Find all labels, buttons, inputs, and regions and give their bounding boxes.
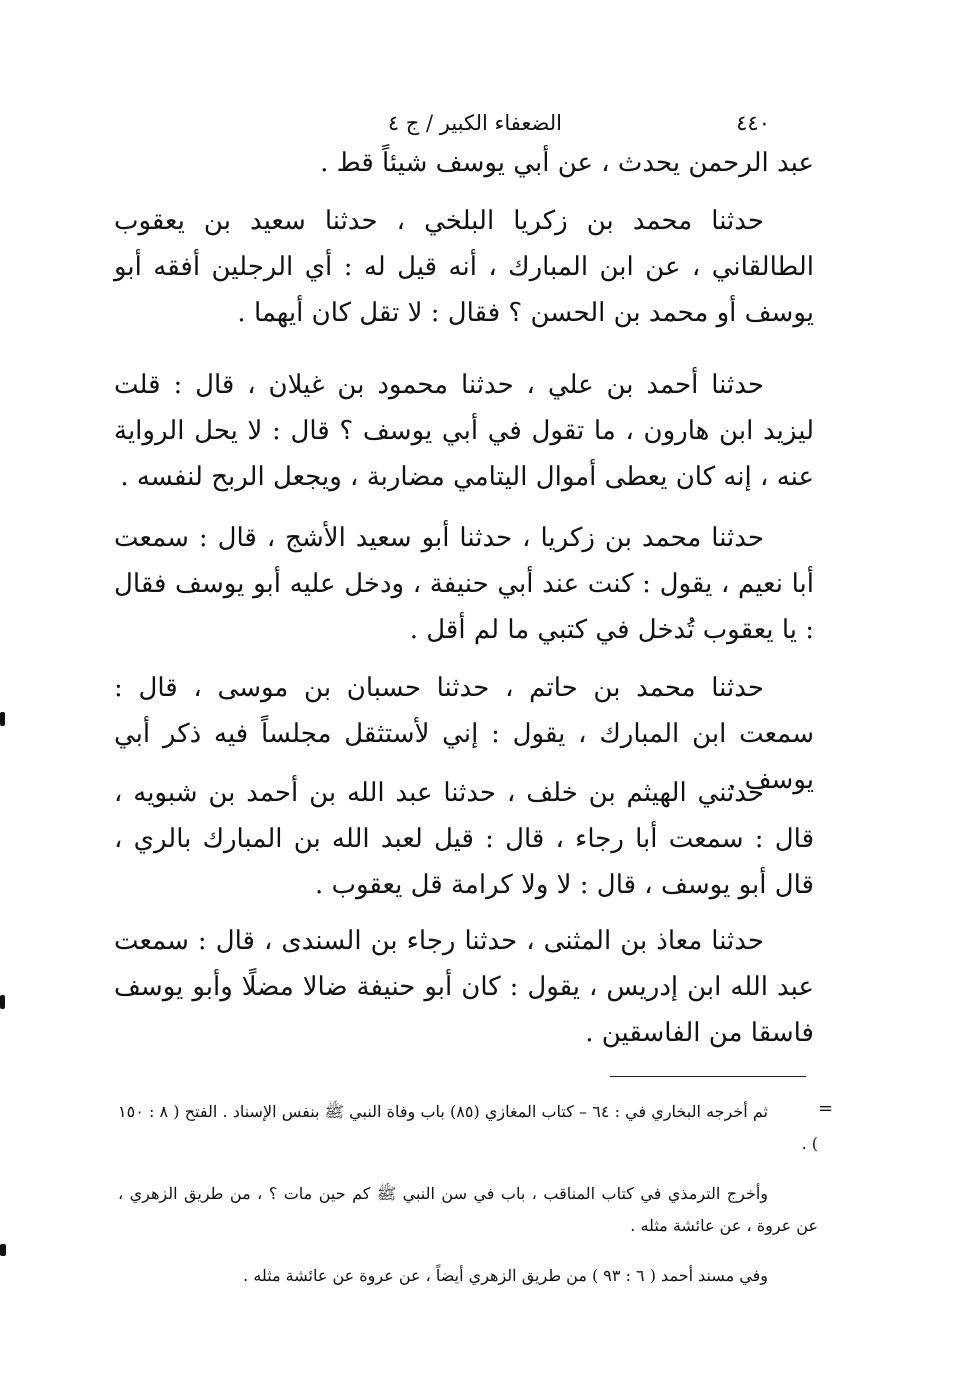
scan-edge-mark [0, 1244, 6, 1256]
running-header [380, 105, 770, 141]
paragraph [114, 362, 814, 500]
paragraph [114, 770, 814, 908]
paragraph-text: حدثنا محمد بن زكريا ، حدثنا أبو سعيد الأشج ، قال : سمعت أبا نعيم ، يقول : كنت عند أبي حنيفة ، ودخل عليه أبو يوسف فقال : يا يعقوب تُدخل في كتبي ما لم أقل . [114, 523, 814, 645]
page-number: ٤٤٠ [736, 111, 770, 135]
footnote-text: وفي مسند أحمد ( ٦ : ٩٣ ) من طريق الزهري أيضاً ، عن عروة عن عائشة مثله . [243, 1266, 768, 1285]
footnote-divider [610, 1076, 806, 1077]
paragraph-text: حدثنا محمد بن زكريا البلخي ، حدثنا سعيد بن يعقوب الطالقاني ، عن ابن المبارك ، أنه قيل له : أي الرجلين أفقه أبو يوسف أو محمد بن الحسن ؟ فقال : لا تقل كان أيهما . [114, 206, 814, 328]
paragraph [114, 515, 814, 653]
paragraph-text: حدثني الهيثم بن خلف ، حدثنا عبد الله بن أحمد بن شبويه ، قال : سمعت أبا رجاء ، قال : قيل لعبد الله بن المبارك بالري ، قال أبو يوسف ، قال : لا ولا كرامة قل يعقوب . [114, 778, 814, 900]
footnote-continuation-marker: = [818, 1098, 834, 1119]
paragraph-text: حدثنا أحمد بن علي ، حدثنا محمود بن غيلان ، قال : قلت ليزيد ابن هارون ، ما تقول في أبي يوسف ؟ قال : لا يحل الرواية عنه ، إنه كان يعطى أموال اليتامي مضاربة ، ويجعل الربح لنفسه . [114, 370, 814, 492]
running-title: الضعفاء الكبير / ج ٤ [387, 111, 562, 135]
footnote [118, 1260, 818, 1292]
footnote-text: ثم أخرجه البخاري في : ٦٤ – كتاب المغازي (٨٥) باب وفاة النبي ﷺ بنفس الإسناد . الفتح ( ٨ : ١٥٠ ) . [118, 1102, 818, 1153]
footnote [118, 1178, 818, 1242]
paragraph [114, 198, 814, 336]
paragraph-continuation [114, 140, 814, 186]
footnote [118, 1096, 818, 1160]
paragraph-text: عبد الرحمن يحدث ، عن أبي يوسف شيئاً قط . [320, 148, 814, 178]
paragraph [114, 918, 814, 1056]
paragraph-text: حدثنا محمد بن حاتم ، حدثنا حسبان بن موسى ، قال : سمعت ابن المبارك ، يقول : إني لأستثقل مجلساً فيه ذكر أبي يوسف . [114, 673, 814, 795]
scan-edge-mark [0, 712, 5, 726]
scan-edge-mark [0, 995, 5, 1009]
paragraph-text: حدثنا معاذ بن المثنى ، حدثنا رجاء بن السندى ، قال : سمعت عبد الله ابن إدريس ، يقول : كان أبو حنيفة ضالا مضلًا وأبو يوسف فاسقا من الفاسقين . [114, 926, 814, 1048]
footnote-text: وأخرج الترمذي في كتاب المناقب ، باب في سن النبي ﷺ كم حين مات ؟ ، من طريق الزهري ، عن عروة ، عن عائشة مثله . [118, 1184, 818, 1235]
